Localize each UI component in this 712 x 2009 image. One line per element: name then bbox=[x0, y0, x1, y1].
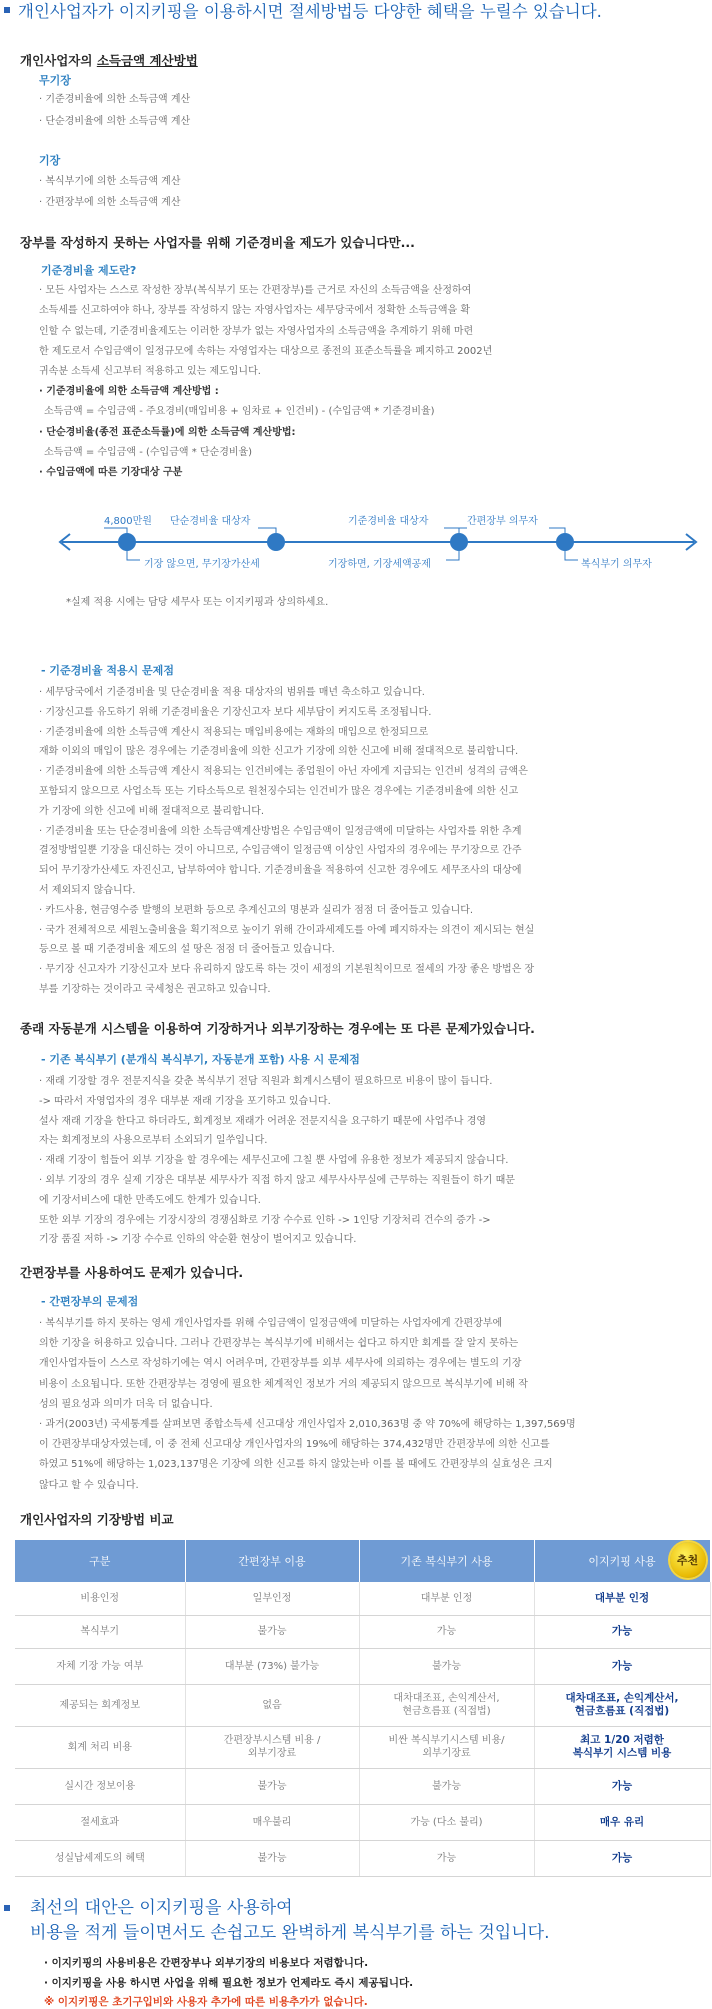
list-item: · 단순경비율에 의한 소득금액 계산 bbox=[39, 116, 191, 127]
connector bbox=[444, 528, 459, 533]
text-line: · 재래 기장할 경우 전문지식을 갖춘 복식부기 전담 직원과 회계시스템이 필요하므로 비용이 많이 듭니다. bbox=[39, 1076, 493, 1087]
timeline-node bbox=[118, 533, 136, 551]
section-standard-expense-title: 장부를 작성하지 못하는 사업자를 위해 기준경비율 제도가 있습니다만... bbox=[20, 235, 415, 250]
text-line: · 모든 사업자는 스스로 작성한 장부(복식부기 또는 간편장부)를 근거로 자신의 소득금액을 산정하여 bbox=[39, 285, 472, 296]
table-header-cell: 간편장부 이용 bbox=[185, 1540, 359, 1582]
timeline-label: 4,800만원 bbox=[104, 516, 152, 527]
table-cell: 대차대조표, 손익계산서, 현금흐름표 (직접법) bbox=[534, 1684, 710, 1726]
conclusion-title-line1: 최선의 대안은 이지키핑을 사용하여 bbox=[30, 1898, 293, 1918]
connector bbox=[127, 551, 140, 560]
table-row bbox=[15, 1582, 710, 1615]
page-header bbox=[4, 0, 602, 20]
section-income-method-title: 개인사업자의 소득금액 계산방법 bbox=[20, 53, 198, 68]
text-line: 않다고 할 수 있습니다. bbox=[39, 1479, 139, 1491]
footnote: *실제 적용 시에는 담당 세무사 또는 이지키핑과 상의하세요. bbox=[66, 597, 329, 608]
formula: 소득금액 = 수입금액 - 주요경비(매입비용 + 임차료 + 인건비) - (수입금액 * 기준경비율) bbox=[44, 406, 435, 417]
list-item: · 기준경비율에 의한 소득금액 계산 bbox=[39, 94, 191, 105]
timeline-node bbox=[450, 533, 468, 551]
text-line: 가 기장에 의한 신고에 비해 절대적으로 불리합니다. bbox=[39, 805, 265, 817]
text-line: · 복식부기를 하지 못하는 영세 개인사업자를 위해 수입금액이 일정금액에 미달하는 사업자에게 간편장부에 bbox=[39, 1318, 503, 1329]
text-line: 인할 수 없는데, 기준경비율제도는 이러한 장부가 없는 자영사업자의 소득금액을 추계하기 위해 마련 bbox=[39, 325, 474, 337]
timeline-label: 기장 않으면, 무기장가산세 bbox=[144, 559, 260, 570]
method-heading: · 수입금액에 따른 기장대상 구분 bbox=[39, 467, 183, 478]
text-line: · 국가 전체적으로 세원노출비율을 획기적으로 높이기 위해 간이과세제도를 아예 폐지하자는 의견이 제시되는 현실 bbox=[39, 924, 535, 936]
table-cell: 매우불리 bbox=[185, 1804, 359, 1840]
text-line: 재화 이외의 매입이 많은 경우에는 기준경비율에 의한 신고가 기장에 의한 신고에 비해 절대적으로 불리합니다. bbox=[39, 746, 519, 758]
text-line: · 외부 기장의 경우 실제 기장은 대부분 세무사가 직접 하지 않고 세무사사무실에 근무하는 직원들이 하기 때문 bbox=[39, 1175, 515, 1186]
text-line: 에 기장서비스에 대한 만족도에도 한계가 있습니다. bbox=[39, 1194, 261, 1206]
table-row bbox=[15, 1648, 710, 1684]
table-cell: 대차대조표, 손익계산서, 현금흐름표 (직접법) bbox=[359, 1684, 534, 1726]
conclusion-title-line2: 비용을 적게 들이면서도 손쉽고도 완벽하게 복식부기를 하는 것입니다. bbox=[30, 1923, 550, 1943]
comparison-table bbox=[15, 1540, 711, 1877]
text-line: 설사 재래 기장을 한다고 하더라도, 회계정보 재래가 어려운 전문지식을 요구하기 때문에 사업주나 경영 bbox=[39, 1115, 487, 1127]
connector bbox=[258, 528, 276, 533]
timeline-label: 간편장부 의무자 bbox=[467, 516, 538, 527]
table-cell: 최고 1/20 저렴한 복식부기 시스템 비용 bbox=[534, 1726, 710, 1768]
conclusion-point: · 이지키핑을 사용 하시면 사업을 위해 필요한 정보가 언제라도 즉시 제공됩니다. bbox=[44, 1977, 414, 1989]
table-cell: 불가능 bbox=[359, 1648, 534, 1684]
table-cell: 대부분 인정 bbox=[534, 1582, 710, 1615]
text-line: · 세무당국에서 기준경비율 및 단순경비율 적용 대상자의 범위를 매년 축소하고 있습니다. bbox=[39, 687, 425, 698]
table-cell: 가능 bbox=[359, 1840, 534, 1876]
text-line: 의한 기장을 허용하고 있습니다. 그러나 간편장부는 복식부기에 비해서는 쉽다고 하지만 회계를 잘 알지 못하는 bbox=[39, 1338, 519, 1350]
text-line: 소득세를 신고하여야 하나, 장부를 작성하지 않는 자영사업자는 세무당국에서 정확한 소득금액을 확 bbox=[39, 305, 471, 317]
list-item: · 간편장부에 의한 소득금액 계산 bbox=[39, 197, 181, 208]
text-line: 되어 무기장가산세도 자진신고, 납부하여야 합니다. 기준경비율을 적용하여 신고한 경우에도 세무조사의 대상에 bbox=[39, 865, 522, 877]
text-line: · 기준경비율 또는 단순경비율에 의한 소득금액계산방법은 수입금액이 일정금액에 미달하는 사업자를 위한 추계 bbox=[39, 825, 522, 837]
table-cell: 가능 bbox=[534, 1840, 710, 1876]
text-line: 하였고 51%에 해당하는 1,023,137명은 기장에 의한 신고를 하지 않았는바 이를 볼 때에도 간편장부의 실효성은 크지 bbox=[39, 1459, 553, 1471]
section-simple-ledger-title: 간편장부를 사용하여도 문제가 있습니다. bbox=[20, 1265, 244, 1280]
subheading-double-entry-problems: - 기존 복식부기 (분개식 복식부기, 자동분개 포함) 사용 시 문제점 bbox=[41, 1053, 360, 1066]
text-line: 이 간편장부대상자였는데, 이 중 전체 신고대상 개인사업자의 19%에 해당하는 374,432명만 간편장부에 의한 신고를 bbox=[39, 1439, 550, 1451]
table-cell: 가능 bbox=[534, 1768, 710, 1804]
text-line: 자는 회계정보의 사용으로부터 소외되기 일쑤입니다. bbox=[39, 1135, 268, 1147]
text-line: 등으로 볼 때 기준경비율 제도의 설 땅은 점점 더 줄어들고 있습니다. bbox=[39, 944, 335, 956]
table-cell: 가능 (다소 불리) bbox=[359, 1804, 534, 1840]
text-line: 성의 필요성과 의미가 더욱 더 없습니다. bbox=[39, 1398, 213, 1410]
table-cell: 비싼 복식부기시스템 비용/ 외부기장료 bbox=[359, 1726, 534, 1768]
subheading-standard-rate-problems: - 기준경비율 적용시 문제점 bbox=[41, 664, 174, 677]
text-line: -> 따라서 자영업자의 경우 대부분 재래 기장을 포기하고 있습니다. bbox=[39, 1095, 331, 1107]
section-auto-journal-title: 종래 자동분개 시스템을 이용하여 기장하거나 외부기장하는 경우에는 또 다른 문제가있습니다. bbox=[20, 1021, 535, 1036]
text-line: 비용이 소요됩니다. 또한 간편장부는 경영에 필요한 체계적인 정보가 거의 제공되지 않으므로 복식부기에 비해 작 bbox=[39, 1378, 528, 1390]
table-cell: 대부분 (73%) 불가능 bbox=[185, 1648, 359, 1684]
connector bbox=[104, 528, 127, 533]
text-line: 한 제도로서 수입금액이 일정규모에 속하는 자영업자는 대상으로 종전의 표준소득률을 폐지하고 2002년 bbox=[39, 345, 493, 357]
text-line: · 기준경비율에 의한 소득금액 계산시 적용되는 매입비용에는 재화의 매입으로 한정되므로 bbox=[39, 726, 429, 738]
table-row bbox=[15, 1804, 710, 1840]
subheading-no-bookkeeping: 무기장 bbox=[39, 74, 71, 87]
table-row bbox=[15, 1684, 710, 1726]
table-cell: 가능 bbox=[534, 1615, 710, 1648]
row-label-cell: 제공되는 회계정보 bbox=[15, 1684, 185, 1726]
timeline-node bbox=[556, 533, 574, 551]
text-line: 포함되지 않으므로 사업소득 또는 기타소득으로 원천징수되는 인건비가 많은 경우에는 기준경비율에 의한 신고 bbox=[39, 786, 519, 797]
section-comparison-title: 개인사업자의 기장방법 비교 bbox=[20, 1512, 174, 1527]
formula: 소득금액 = 수입금액 - (수입금액 * 단순경비율) bbox=[44, 447, 253, 458]
text-line: · 기준경비율에 의한 소득금액 계산시 적용되는 인건비에는 종업원이 아닌 자에게 지급되는 인건비 성격의 금액은 bbox=[39, 766, 528, 778]
timeline-label: 기준경비율 대상자 bbox=[348, 516, 429, 527]
row-label-cell: 복식부기 bbox=[15, 1615, 185, 1648]
subheading-simple-ledger-problems: - 간편장부의 문제점 bbox=[41, 1295, 139, 1308]
connector bbox=[549, 528, 565, 533]
text-line: · 과거(2003년) 국세통계를 살펴보면 종합소득세 신고대상 개인사업자 2,010,363명 중 약 70%에 해당하는 1,397,569명 bbox=[39, 1419, 576, 1430]
table-cell: 불가능 bbox=[359, 1768, 534, 1804]
timeline-label: 복식부기 의무자 bbox=[581, 559, 652, 570]
page-header-text: 개인사업자가 이지키핑을 이용하시면 절세방법등 다양한 혜택을 누릴수 있습니다. bbox=[18, 2, 602, 21]
table-header-cell: 구분 bbox=[15, 1540, 185, 1582]
table-cell: 가능 bbox=[534, 1648, 710, 1684]
table-cell: 불가능 bbox=[185, 1840, 359, 1876]
row-label-cell: 실시간 정보이용 bbox=[15, 1768, 185, 1804]
bullet-square-icon bbox=[4, 1905, 10, 1911]
method-heading: · 기준경비율에 의한 소득금액 계산방법 : bbox=[39, 386, 219, 397]
text-line: 귀속분 소득세 신고부터 적용하고 있는 제도입니다. bbox=[39, 366, 261, 378]
table-header-cell: 기존 복식부기 사용 bbox=[359, 1540, 534, 1582]
connector bbox=[565, 551, 578, 560]
text-line: · 재래 기장이 힘들어 외부 기장을 할 경우에는 세무신고에 그칠 뿐 사업에 유용한 정보가 제공되지 않습니다. bbox=[39, 1155, 509, 1167]
text-line: 개인사업자들이 스스로 작성하기에는 역시 어려우며, 간편장부를 외부 세무사에 의뢰하는 경우에는 별도의 기장 bbox=[39, 1358, 522, 1370]
table-header-cell-easykeeping bbox=[534, 1540, 710, 1582]
text-line: 또한 외부 기장의 경우에는 기장시장의 경쟁심화로 기장 수수료 인하 -> 1인당 기장처리 건수의 증가 -> bbox=[39, 1214, 491, 1226]
table-cell: 불가능 bbox=[185, 1615, 359, 1648]
conclusion-point: · 이지키핑의 사용비용은 간편장부나 외부기장의 비용보다 저렴합니다. bbox=[44, 1957, 369, 1969]
text-line: 결정방법일뿐 기장을 대신하는 것이 아니므로, 수입금액이 일정금액 이상인 사업자의 경우에는 무기장으로 간주 bbox=[39, 845, 522, 857]
conclusion-title-row bbox=[4, 1898, 18, 1918]
table-cell: 없음 bbox=[185, 1684, 359, 1726]
conclusion-warning: ※ 이지키핑은 초기구입비와 사용자 추가에 따른 비용추가가 없습니다. bbox=[44, 1996, 368, 2008]
table-row bbox=[15, 1615, 710, 1648]
subheading-what-is-standard-rate: 기준경비율 제도란? bbox=[41, 264, 137, 277]
timeline-label: 단순경비율 대상자 bbox=[170, 516, 251, 527]
method-heading: · 단순경비율(종전 표준소득률)에 의한 소득금액 계산방법: bbox=[39, 427, 296, 438]
text-line: · 무기장 신고자가 기장신고자 보다 유리하지 않도록 하는 것이 세정의 기본원칙이므로 절세의 가장 좋은 방법은 장 bbox=[39, 964, 535, 976]
table-cell: 일부인정 bbox=[185, 1582, 359, 1615]
table-row bbox=[15, 1726, 710, 1768]
row-label-cell: 자체 기장 가능 여부 bbox=[15, 1648, 185, 1684]
timeline-label: 기장하면, 기장세액공제 bbox=[328, 559, 431, 570]
row-label-cell: 성실납세제도의 혜택 bbox=[15, 1840, 185, 1876]
recommend-badge: 추천 bbox=[670, 1542, 706, 1578]
table-header-label: 이지키핑 사용 bbox=[588, 1555, 656, 1568]
table-header-row bbox=[15, 1540, 710, 1582]
bullet-square-icon bbox=[4, 7, 10, 13]
table-cell: 매우 유리 bbox=[534, 1804, 710, 1840]
table-cell: 대부분 인정 bbox=[359, 1582, 534, 1615]
table-row bbox=[15, 1768, 710, 1804]
text-line: 기장 품질 저하 -> 기장 수수료 인하의 악순환 현상이 벌어지고 있습니다. bbox=[39, 1234, 357, 1246]
text-line: · 기장신고를 유도하기 위해 기준경비율은 기장신고자 보다 세부담이 커지도록 조정됩니다. bbox=[39, 706, 432, 718]
connector bbox=[446, 551, 459, 560]
list-item: · 복식부기에 의한 소득금액 계산 bbox=[39, 176, 181, 187]
row-label-cell: 회계 처리 비용 bbox=[15, 1726, 185, 1768]
row-label-cell: 비용인정 bbox=[15, 1582, 185, 1615]
table-row bbox=[15, 1840, 710, 1876]
table-cell: 불가능 bbox=[185, 1768, 359, 1804]
subheading-bookkeeping: 기장 bbox=[39, 154, 61, 167]
text-line: 부를 기장하는 것이라고 국세청은 권고하고 있습니다. bbox=[39, 984, 271, 995]
text-line: · 카드사용, 현금영수증 발행의 보편화 등으로 추계신고의 명분과 실리가 점점 더 줄어들고 있습니다. bbox=[39, 904, 474, 916]
timeline-node bbox=[267, 533, 285, 551]
row-label-cell: 절세효과 bbox=[15, 1804, 185, 1840]
table-cell: 가능 bbox=[359, 1615, 534, 1648]
text-line: 서 제외되지 않습니다. bbox=[39, 885, 136, 896]
table-cell: 간편장부시스템 비용 / 외부기장료 bbox=[185, 1726, 359, 1768]
